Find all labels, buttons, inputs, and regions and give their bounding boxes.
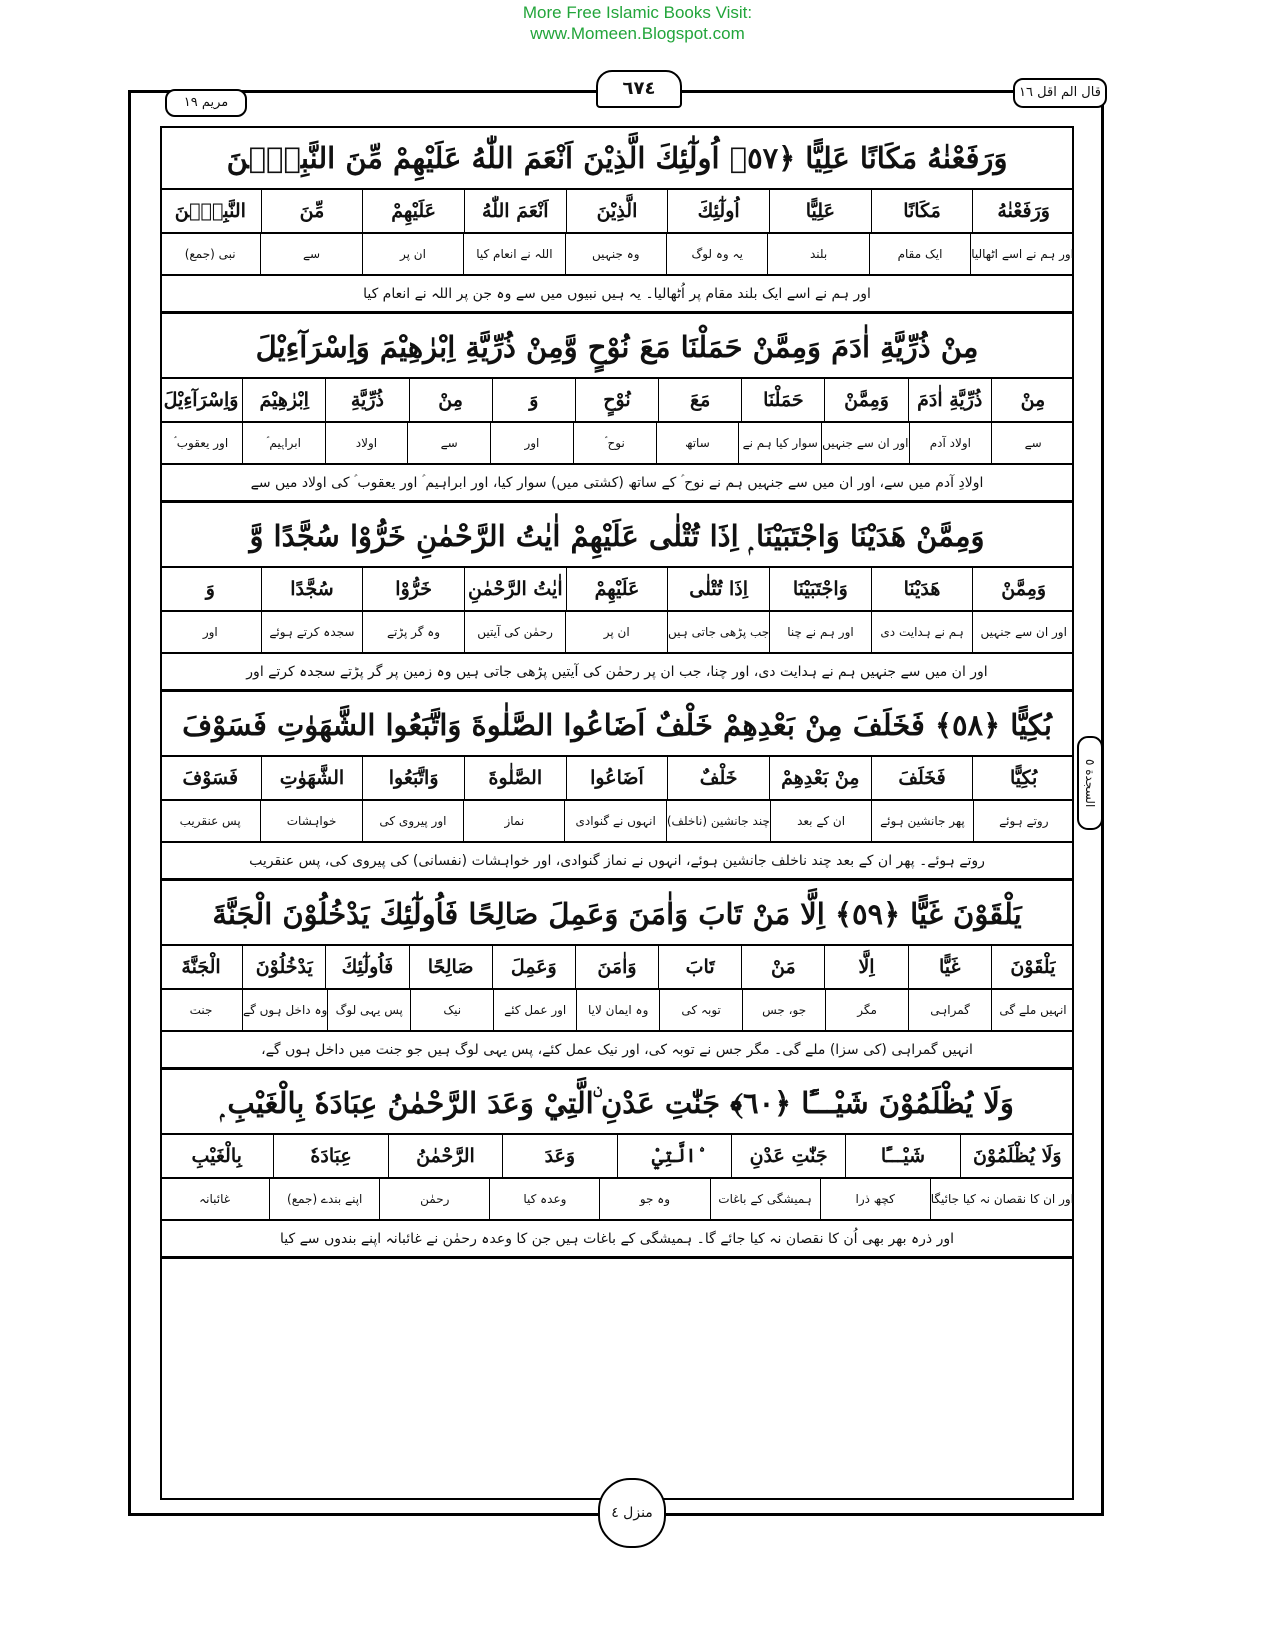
arabic-verse-line: يَلْقَوْنَ غَيًّا ﴿٥٩﴾ اِلَّا مَنْ تَابَ وَاٰمَنَ وَعَمِلَ صَالِحًا فَاُولٰٓئِكَ يَدْخُلُوْنَ الْجَنَّةَ bbox=[160, 884, 1074, 946]
urdu-translation: اولادِ آدم میں سے، اور ان میں سے جنہیں ہم نے نوح ؑ کے ساتھ (کشتی میں) سوار کیا، اور ابراہیم ؑ اور یعقوب ؑ کی اولاد میں سے bbox=[160, 465, 1074, 503]
word-meaning: وہ داخل ہوں گے bbox=[242, 990, 327, 1030]
word-meaning: ہم نے ہدایت دی bbox=[871, 612, 973, 652]
word-meaning: پس عنقریب bbox=[179, 814, 241, 828]
arabic-word: وَمِمَّنْ bbox=[824, 379, 907, 421]
meaning-row bbox=[160, 801, 1074, 843]
word-meaning: وہ جنہیں bbox=[565, 234, 666, 274]
arabic-word: حَمَلْنَا bbox=[741, 379, 824, 421]
arabic-word: عَلَيْهِمْ bbox=[362, 190, 464, 232]
arabic-word: الرَّحْمٰنُ bbox=[388, 1135, 502, 1177]
arabic-verse-line: وَلَا يُظْلَمُوْنَ شَيْـــًٔا ﴿٦٠﴾ جَنّٰتِ عَدْنِ ۨالَّتِيْ وَعَدَ الرَّحْمٰنُ عِبَادَهٗ بِالْغَيْبِ ۭ bbox=[160, 1073, 1074, 1135]
word-meaning: جو، جس bbox=[742, 990, 825, 1030]
arabic-word: غَيًّا bbox=[908, 946, 991, 988]
arabic-word: وَعَمِلَ bbox=[492, 946, 575, 988]
word-meaning: کچھ ذرا bbox=[820, 1179, 930, 1219]
word-meaning: رحمٰن bbox=[379, 1179, 489, 1219]
urdu-translation: اور ان میں سے جنہیں ہم نے ہدایت دی، اور چنا، جب ان پر رحمٰن کی آیتیں پڑھی جاتی ہیں وہ زمین پر گر پڑتے سجدہ کرتے اور bbox=[160, 654, 1074, 692]
word-meaning: اپنے بندے (جمع) bbox=[269, 1179, 379, 1219]
arabic-word: وَرَفَعْنٰهُ bbox=[972, 190, 1074, 232]
arabic-word: وَمِمَّنْ bbox=[972, 568, 1074, 610]
meaning-row bbox=[160, 1179, 1074, 1221]
arabic-word: مِّنَ bbox=[261, 190, 363, 232]
word-meaning: اور عمل کئے bbox=[493, 990, 576, 1030]
arabic-verse-line: مِنْ ذُرِّيَّةِ اٰدَمَ وَمِمَّنْ حَمَلْنَا مَعَ نُوْحٍ وَّمِنْ ذُرِّيَّةِ اِبْرٰهِيْمَ وَاِسْرَآءِيْلَ bbox=[160, 317, 1074, 379]
word-meaning: توبہ کی bbox=[659, 990, 742, 1030]
arabic-word: خَرُّوْا bbox=[362, 568, 464, 610]
arabic-word: مَكَانًا bbox=[871, 190, 973, 232]
word-meaning: غائبانہ bbox=[199, 1192, 231, 1206]
arabic-word: هَدَيْنَا bbox=[871, 568, 973, 610]
arabic-word: يَلْقَوْنَ bbox=[991, 946, 1074, 988]
arabic-word: وَاتَّبَعُوا bbox=[362, 757, 464, 799]
urdu-translation: انہیں گمراہی (کی سزا) ملے گی۔ مگر جس نے توبہ کی، اور نیک عمل کئے، پس یہی لوگ ہیں جو جنت میں داخل ہوں گے، bbox=[160, 1032, 1074, 1070]
word-meaning: ان پر bbox=[565, 612, 667, 652]
word-meaning: ان پر bbox=[362, 234, 463, 274]
word-meaning: جنت bbox=[189, 1003, 213, 1017]
word-meaning: مگر bbox=[825, 990, 908, 1030]
urdu-translation: اور ذرہ بھر بھی اُن کا نقصان نہ کیا جائے گا۔ ہمیشگی کے باغات ہیں جن کا وعدہ رحمٰن نے غائبانہ اپنے بندوں سے کیا bbox=[160, 1221, 1074, 1259]
arabic-word: مَعَ bbox=[658, 379, 741, 421]
word-meaning: اور bbox=[490, 423, 573, 463]
arabic-word: خَلْفٌ bbox=[667, 757, 769, 799]
word-meaning: اور bbox=[202, 625, 218, 639]
word-meaning: اور ان کا نقصان نہ کیا جائیگا bbox=[930, 1179, 1074, 1219]
word-meaning: نبی (جمع) bbox=[184, 247, 236, 261]
arabic-word: الصَّلٰوةَ bbox=[464, 757, 566, 799]
word-meaning: جب پڑھی جاتی ہیں bbox=[667, 612, 769, 652]
arabic-word: وَلَا يُظْلَمُوْنَ bbox=[960, 1135, 1074, 1177]
word-meaning: پس یہی لوگ bbox=[327, 990, 410, 1030]
arabic-word: وَاِسْرَآءِيْلَ bbox=[163, 389, 239, 411]
arabic-word: مِنْ bbox=[409, 379, 492, 421]
meaning-row bbox=[160, 234, 1074, 276]
word-meaning: خواہشات bbox=[260, 801, 361, 841]
arabic-word: اٰيٰتُ الرَّحْمٰنِ bbox=[464, 568, 566, 610]
word-meaning: چند جانشین (ناخلف) bbox=[666, 801, 770, 841]
arabic-word: يَدْخُلُوْنَ bbox=[242, 946, 325, 988]
arabic-word: اِلَّا bbox=[824, 946, 907, 988]
word-meaning: اولاد bbox=[325, 423, 408, 463]
word-meaning: ہمیشگی کے باغات bbox=[710, 1179, 820, 1219]
word-meaning: وہ ایمان لایا bbox=[576, 990, 659, 1030]
word-meaning: سوار کیا ہم نے bbox=[738, 423, 821, 463]
word-meaning: نیک bbox=[410, 990, 493, 1030]
arabic-word: ذُرِّيَّةِ اٰدَمَ bbox=[908, 379, 991, 421]
promo-link[interactable]: www.Momeen.Blogspot.com bbox=[530, 24, 745, 43]
word-meaning: ساتھ bbox=[656, 423, 739, 463]
meaning-row bbox=[160, 612, 1074, 654]
arabic-word: ذُرِّيَّةِ bbox=[325, 379, 408, 421]
arabic-word: ۨالَّتِيْ bbox=[617, 1135, 731, 1177]
word-meaning: روتے ہوئے bbox=[973, 801, 1074, 841]
promo-banner bbox=[0, 2, 1275, 44]
word-meaning: اور یعقوب ؑ bbox=[173, 435, 229, 450]
arabic-word: اِبْرٰهِيْمَ bbox=[242, 379, 325, 421]
promo-line-1: More Free Islamic Books Visit: bbox=[522, 3, 753, 22]
arabic-word: بِالْغَيْبِ bbox=[191, 1145, 242, 1167]
arabic-word: صَالِحًا bbox=[409, 946, 492, 988]
arabic-word: جَنّٰتِ عَدْنِ bbox=[731, 1135, 845, 1177]
arabic-word: اَنْعَمَ اللّٰهُ bbox=[464, 190, 566, 232]
arabic-word: وَ bbox=[205, 578, 215, 600]
word-meaning: اور ہم نے اسے اٹھالیا bbox=[970, 234, 1074, 274]
arabic-verse-line: بُكِيًّا ﴿٥٨﴾ فَخَلَفَ مِنْ بَعْدِهِمْ خَلْفٌ اَضَاعُوا الصَّلٰوةَ وَاتَّبَعُوا الشَّهَوٰتِ فَسَوْفَ bbox=[160, 695, 1074, 757]
arabic-word: سُجَّدًا bbox=[261, 568, 363, 610]
word-meaning: سے bbox=[407, 423, 490, 463]
arabic-word: اُولٰٓئِكَ bbox=[667, 190, 769, 232]
word-row bbox=[160, 190, 1074, 234]
word-meaning: وہ گر پڑتے bbox=[362, 612, 464, 652]
arabic-verse-line: وَرَفَعْنٰهُ مَكَانًا عَلِيًّا ﴿٥٧﴾ اُولٰٓئِكَ الَّذِيْنَ اَنْعَمَ اللّٰهُ عَلَيْهِمْ مِّنَ النَّبِيّٖنَ bbox=[160, 128, 1074, 190]
arabic-word: اِذَا تُتْلٰى bbox=[667, 568, 769, 610]
word-meaning: اولاد آدم bbox=[909, 423, 992, 463]
word-row bbox=[160, 1135, 1074, 1179]
manzil-marker: منزل ٤ bbox=[598, 1478, 666, 1548]
arabic-word: الشَّهَوٰتِ bbox=[261, 757, 363, 799]
arabic-word: فَسَوْفَ bbox=[182, 767, 239, 789]
arabic-word: وَ bbox=[492, 379, 575, 421]
meaning-row bbox=[160, 423, 1074, 465]
word-meaning: نوح ؑ bbox=[573, 423, 656, 463]
word-row bbox=[160, 568, 1074, 612]
word-meaning: وعدہ کیا bbox=[489, 1179, 599, 1219]
arabic-word: الْجَنَّةَ bbox=[181, 956, 221, 978]
page-number: ٦٧٤ bbox=[596, 70, 682, 108]
word-meaning: رحمٰن کی آیتیں bbox=[464, 612, 566, 652]
word-meaning: وہ جو bbox=[599, 1179, 709, 1219]
arabic-word: مَنْ bbox=[741, 946, 824, 988]
meaning-row bbox=[160, 990, 1074, 1032]
word-meaning: اور ان سے جنہیں bbox=[972, 612, 1074, 652]
word-meaning: ایک مقام bbox=[869, 234, 970, 274]
word-meaning: اور ہم نے چنا bbox=[769, 612, 871, 652]
word-meaning: بلند bbox=[767, 234, 868, 274]
word-row bbox=[160, 379, 1074, 423]
word-meaning: انہیں ملے گی bbox=[991, 990, 1074, 1030]
word-meaning: اور ان سے جنہیں bbox=[821, 423, 908, 463]
sajdah-marker: السجدة ٥ bbox=[1077, 736, 1103, 830]
arabic-word: فَخَلَفَ bbox=[871, 757, 973, 799]
arabic-word: مِنْ bbox=[991, 379, 1074, 421]
arabic-word: وَاٰمَنَ bbox=[575, 946, 658, 988]
word-row bbox=[160, 946, 1074, 990]
arabic-word: الَّذِيْنَ bbox=[566, 190, 668, 232]
arabic-verse-line: وَمِمَّنْ هَدَيْنَا وَاجْتَبَيْنَا ۭ اِذَا تُتْلٰى عَلَيْهِمْ اٰيٰتُ الرَّحْمٰنِ خَرُّوْا سُجَّدًا وَّ bbox=[160, 506, 1074, 568]
word-row bbox=[160, 757, 1074, 801]
surah-label: مريم ١٩ bbox=[165, 89, 247, 117]
para-label: قال الم اقل ١٦ bbox=[1013, 78, 1107, 108]
word-meaning: نماز bbox=[463, 801, 564, 841]
word-meaning: انہوں نے گنوادی bbox=[564, 801, 665, 841]
arabic-word: فَاُولٰٓئِكَ bbox=[325, 946, 408, 988]
arabic-word: اَضَاعُوا bbox=[566, 757, 668, 799]
arabic-word: بُكِيًّا bbox=[972, 757, 1074, 799]
arabic-word: شَيْـــًٔا bbox=[845, 1135, 959, 1177]
word-meaning: سجدہ کرتے ہوئے bbox=[261, 612, 363, 652]
arabic-word: عِبَادَهٗ bbox=[273, 1135, 387, 1177]
word-meaning: ابراہیم ؑ bbox=[242, 423, 325, 463]
arabic-word: وَاجْتَبَيْنَا bbox=[769, 568, 871, 610]
word-meaning: سے bbox=[260, 234, 361, 274]
arabic-word: وَعَدَ bbox=[502, 1135, 616, 1177]
word-meaning: پھر جانشین ہوئے bbox=[871, 801, 972, 841]
arabic-word: نُوْحٍ bbox=[575, 379, 658, 421]
word-meaning: ان کے بعد bbox=[770, 801, 871, 841]
arabic-word: عَلَيْهِمْ bbox=[566, 568, 668, 610]
word-meaning: اللہ نے انعام کیا bbox=[463, 234, 564, 274]
urdu-translation: اور ہم نے اسے ایک بلند مقام پر اُٹھالیا۔ یہ ہیں نبیوں میں سے وہ جن پر اللہ نے انعام کیا bbox=[160, 276, 1074, 314]
arabic-word: عَلِيًّا bbox=[769, 190, 871, 232]
arabic-word: تَابَ bbox=[658, 946, 741, 988]
word-meaning: یہ وہ لوگ bbox=[666, 234, 767, 274]
word-meaning: گمراہی bbox=[908, 990, 991, 1030]
word-meaning: اور پیروی کی bbox=[362, 801, 463, 841]
urdu-translation: روتے ہوئے۔ پھر ان کے بعد چند ناخلف جانشین ہوئے، انہوں نے نماز گنوادی، اور خواہشات (نفسانی) کی پیروی کی، پس عنقریب bbox=[160, 843, 1074, 881]
arabic-word: مِنْ بَعْدِهِمْ bbox=[769, 757, 871, 799]
arabic-word: النَّبِيّٖنَ bbox=[174, 200, 246, 222]
word-meaning: سے bbox=[991, 423, 1074, 463]
